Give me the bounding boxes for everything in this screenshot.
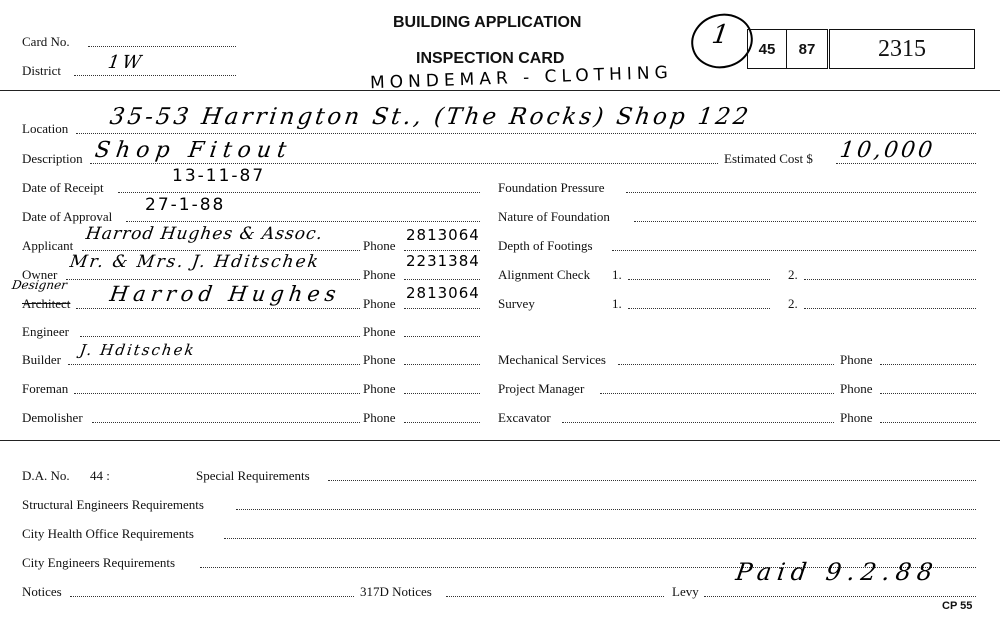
location-value: 35-53 Harrington St., (The Rocks) Shop 122 — [108, 104, 753, 130]
district-line — [74, 75, 236, 76]
nature-foundation-label: Nature of Foundation — [498, 209, 610, 224]
engineer-phone-label: Phone — [363, 324, 396, 339]
levy-value: Paid 9.2.88 — [734, 558, 941, 586]
owner-phone: 2231384 — [406, 252, 480, 270]
foreman-line — [74, 393, 360, 394]
foreman-phone-label: Phone — [363, 381, 396, 396]
designer-line — [76, 308, 360, 309]
location-label: Location — [22, 121, 69, 136]
survey-2-line — [804, 308, 976, 309]
builder-label: Builder — [22, 352, 61, 367]
designer-phone: 2813064 — [406, 284, 480, 302]
alignment-check-label: Alignment Check — [498, 267, 591, 282]
notices-label: Notices — [22, 584, 62, 599]
applicant-line — [82, 250, 360, 251]
middle-rule — [0, 440, 1000, 441]
engineer-line — [80, 336, 360, 337]
demolisher-phone-line — [404, 422, 480, 423]
description-value: Shop Fitout — [93, 138, 294, 163]
city-engineers-label: City Engineers Requirements — [22, 555, 176, 570]
estimated-cost-label: Estimated Cost $ — [724, 151, 813, 166]
city-health-line — [224, 538, 976, 539]
description-label: Description — [22, 151, 83, 166]
builder-phone-line — [404, 364, 480, 365]
mechanical-label: Mechanical Services — [498, 352, 606, 367]
city-health-label: City Health Office Requirements — [22, 526, 194, 541]
designer-value: Harrod Hughes — [108, 282, 343, 306]
description-line — [90, 163, 718, 164]
structural-engineers-line — [236, 509, 976, 510]
notices-line — [70, 596, 354, 597]
date-receipt-line — [118, 192, 480, 193]
number-box-2: 87 — [787, 29, 828, 69]
project-manager-phone-label: Phone — [840, 381, 873, 396]
applicant-value: Harrod Hughes & Assoc. — [84, 224, 325, 244]
special-requirements-label: Special Requirements — [196, 468, 310, 483]
owner-value: Mr. & Mrs. J. Hditschek — [68, 252, 322, 272]
number-box-1: 45 — [747, 29, 787, 69]
applicant-phone: 2813064 — [406, 226, 480, 244]
alignment-2-label: 2. — [788, 267, 798, 282]
district-label: District — [22, 63, 61, 78]
alignment-1-label: 1. — [612, 267, 622, 282]
applicant-phone-label: Phone — [363, 238, 396, 253]
project-manager-line — [600, 393, 834, 394]
circled-number: 1 — [709, 20, 734, 50]
depth-footings-line — [612, 250, 976, 251]
owner-phone-line — [404, 279, 480, 280]
estimated-cost-value: 10,000 — [838, 138, 937, 163]
engineer-phone-line — [404, 336, 480, 337]
district-value: 1W — [106, 52, 146, 73]
number-box-3: 2315 — [829, 29, 975, 69]
survey-1-label: 1. — [612, 296, 622, 311]
survey-label: Survey — [498, 296, 535, 311]
excavator-line — [562, 422, 834, 423]
excavator-phone-line — [880, 422, 976, 423]
nature-foundation-line — [634, 221, 976, 222]
alignment-2-line — [804, 279, 976, 280]
builder-line — [68, 364, 360, 365]
mechanical-phone-line — [880, 364, 976, 365]
estimated-cost-line — [836, 163, 976, 164]
excavator-label: Excavator — [498, 410, 551, 425]
card-no-label: Card No. — [22, 34, 70, 49]
da-no-value: 44 : — [90, 468, 110, 483]
levy-label: Levy — [672, 584, 699, 599]
date-approval-value: 27-1-88 — [145, 195, 226, 215]
demolisher-phone-label: Phone — [363, 410, 396, 425]
date-receipt-label: Date of Receipt — [22, 180, 104, 195]
handwritten-subtitle: MONDEMAR - CLOTHING — [369, 62, 674, 94]
architect-label: Architect — [22, 296, 71, 311]
demolisher-label: Demolisher — [22, 410, 83, 425]
applicant-phone-line — [404, 250, 480, 251]
foreman-label: Foreman — [22, 381, 69, 396]
notices-317d-label: 317D Notices — [360, 584, 432, 599]
designer-phone-label: Phone — [363, 296, 396, 311]
card-no-line — [88, 46, 236, 47]
builder-value: J. Hditschek — [78, 341, 197, 359]
date-approval-label: Date of Approval — [22, 209, 113, 224]
foreman-phone-line — [404, 393, 480, 394]
alignment-1-line — [628, 279, 770, 280]
date-receipt-value: 13-11-87 — [172, 166, 266, 186]
project-manager-label: Project Manager — [498, 381, 585, 396]
demolisher-line — [92, 422, 360, 423]
form-code: CP 55 — [942, 600, 973, 612]
engineer-label: Engineer — [22, 324, 69, 339]
designer-phone-line — [404, 308, 480, 309]
mechanical-phone-label: Phone — [840, 352, 873, 367]
location-line — [76, 133, 976, 134]
notices-317d-line — [446, 596, 664, 597]
survey-1-line — [628, 308, 770, 309]
applicant-label: Applicant — [22, 238, 74, 253]
title-inspection-card: INSPECTION CARD — [416, 50, 565, 67]
structural-engineers-label: Structural Engineers Requirements — [22, 497, 204, 512]
survey-2-label: 2. — [788, 296, 798, 311]
depth-footings-label: Depth of Footings — [498, 238, 593, 253]
excavator-phone-label: Phone — [840, 410, 873, 425]
designer-label: Designer — [11, 278, 68, 292]
foundation-pressure-line — [626, 192, 976, 193]
owner-line — [66, 279, 360, 280]
header-rule — [0, 90, 1000, 91]
builder-phone-label: Phone — [363, 352, 396, 367]
da-no-label: D.A. No. — [22, 468, 70, 483]
special-requirements-line — [328, 480, 976, 481]
owner-label: Owner — [22, 267, 58, 282]
project-manager-phone-line — [880, 393, 976, 394]
foundation-pressure-label: Foundation Pressure — [498, 180, 605, 195]
owner-phone-label: Phone — [363, 267, 396, 282]
levy-line — [704, 596, 976, 597]
mechanical-line — [618, 364, 834, 365]
date-approval-line — [126, 221, 480, 222]
title-building-application: BUILDING APPLICATION — [393, 14, 582, 31]
